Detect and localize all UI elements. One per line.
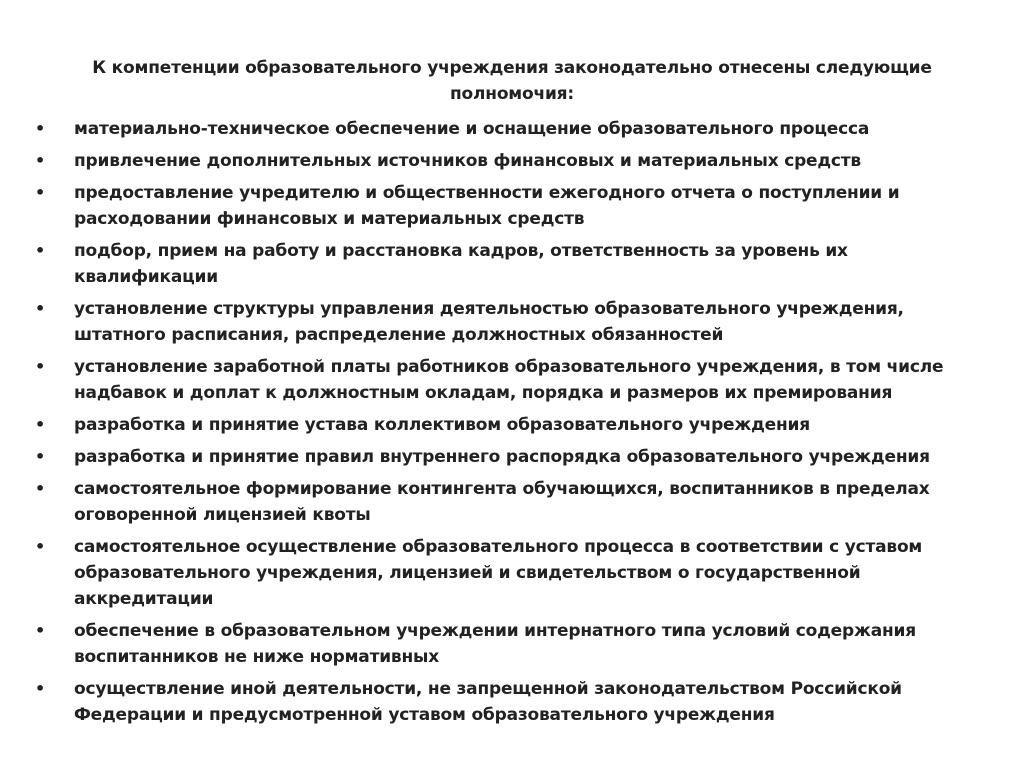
- list-item: [30, 676, 980, 728]
- list-item: [30, 354, 980, 406]
- list-item-text: самостоятельное формирование контингента обучающихся, воспитанников в пределах оговоренной лицензией квоты: [74, 479, 930, 525]
- list-item-text: установление структуры управления деятельностью образовательного учреждения, штатного расписания, распределение должностных обязанностей: [74, 299, 904, 345]
- list-item-text: разработка и принятие устава коллективом образовательного учреждения: [74, 415, 810, 435]
- list-item: [30, 534, 980, 612]
- list-item: [30, 116, 980, 142]
- bullet-icon: •: [34, 299, 46, 318]
- slide-heading: К компетенции образовательного учреждения законодательно отнесены следующие полномочия:: [92, 58, 932, 104]
- list-item-text: привлечение дополнительных источников финансовых и материальных средств: [74, 151, 861, 171]
- list-item: [30, 618, 980, 670]
- bullet-icon: •: [34, 537, 46, 556]
- bullet-icon: •: [34, 415, 46, 434]
- bullet-icon: •: [34, 151, 46, 170]
- bullet-icon: •: [34, 119, 46, 138]
- list-item-text: осуществление иной деятельности, не запрещенной законодательством Российской Федерации и предусмотренной уставом образовательного учреждения: [74, 679, 902, 725]
- list-item: [30, 238, 980, 290]
- list-item-text: материально-техническое обеспечение и оснащение образовательного процесса: [74, 119, 870, 139]
- list-item-text: подбор, прием на работу и расстановка кадров, ответственность за уровень их квалификации: [74, 241, 848, 287]
- list-item-text: обеспечение в образовательном учреждении интернатного типа условий содержания воспитанников не ниже нормативных: [74, 621, 916, 667]
- list-item: [30, 148, 980, 174]
- list-item-text: самостоятельное осуществление образовательного процесса в соответствии с уставом образовательного учреждения, лицензией и свидетельством о государственной аккредитации: [74, 537, 923, 609]
- list-item: [30, 412, 980, 438]
- list-item-text: разработка и принятие правил внутреннего распорядка образовательного учреждения: [74, 447, 930, 467]
- bullet-icon: •: [34, 479, 46, 498]
- bullet-icon: •: [34, 447, 46, 466]
- bullet-icon: •: [34, 183, 46, 202]
- list-item: [30, 296, 980, 348]
- competence-list: [30, 116, 980, 734]
- list-item-text: установление заработной платы работников образовательного учреждения, в том числе надбавок и доплат к должностным окладам, порядка и размеров их премирования: [74, 357, 944, 403]
- list-item: [30, 444, 980, 470]
- bullet-icon: •: [34, 679, 46, 698]
- list-item-text: предоставление учредителю и общественности ежегодного отчета о поступлении и расходовании финансовых и материальных средств: [74, 183, 900, 229]
- bullet-icon: •: [34, 621, 46, 640]
- list-item: [30, 476, 980, 528]
- list-item: [30, 180, 980, 232]
- bullet-icon: •: [34, 357, 46, 376]
- bullet-icon: •: [34, 241, 46, 260]
